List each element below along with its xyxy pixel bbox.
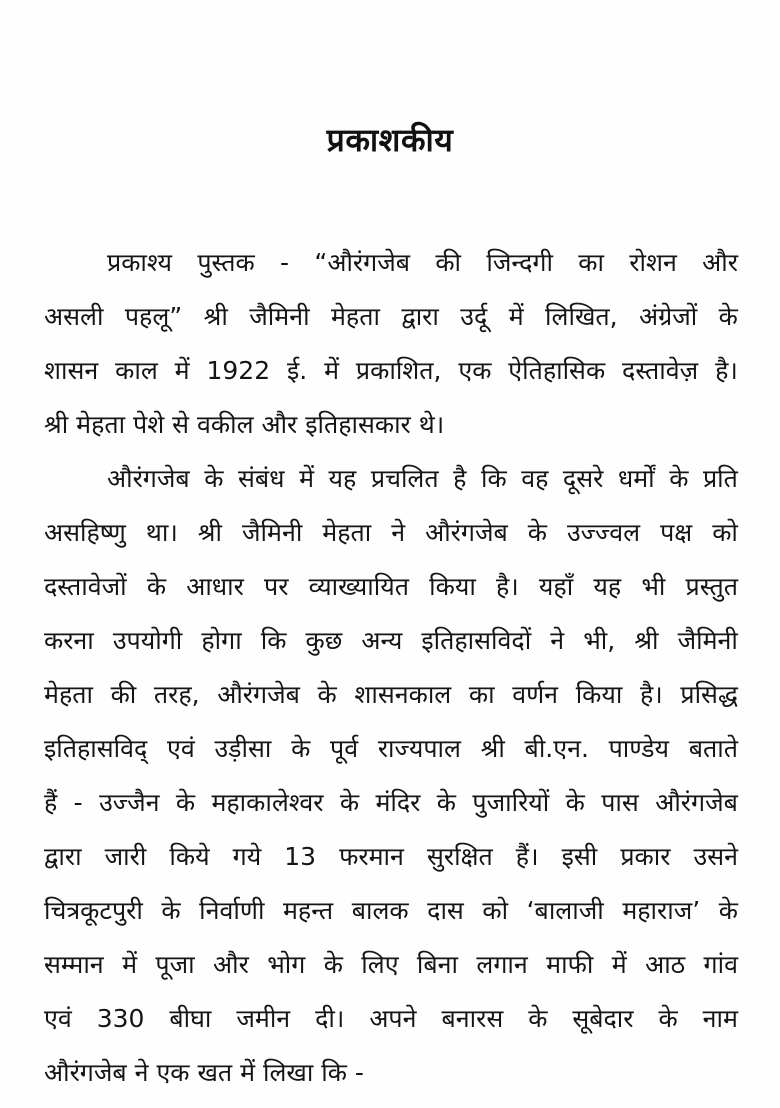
word: मेहता — [330, 302, 380, 331]
word: उज्ज्वल — [566, 518, 641, 547]
word: शासनकाल — [354, 680, 452, 709]
word: नाम — [702, 1004, 738, 1033]
word: लिखित, — [545, 302, 618, 331]
text-line — [44, 290, 738, 344]
word: 330 — [96, 1004, 145, 1033]
text-line — [44, 668, 738, 722]
word: यह — [328, 464, 357, 493]
word: ऐतिहासिक — [508, 356, 606, 385]
word: गये — [232, 842, 262, 871]
word: पाण्डेय — [608, 734, 670, 763]
word: काल — [115, 356, 158, 385]
word: में — [611, 950, 627, 979]
word: दी। — [315, 1004, 345, 1033]
word: के — [436, 788, 456, 817]
word: के — [528, 1004, 548, 1033]
word: श्री — [480, 734, 505, 763]
word: द्वारा — [401, 302, 439, 331]
word: लगान — [476, 950, 528, 979]
text-line — [44, 236, 738, 290]
word: और — [213, 950, 249, 979]
word: उपयोगी — [112, 626, 183, 655]
word: दस्तावेजों — [44, 572, 127, 601]
word: प्रस्तुत — [685, 572, 738, 601]
word: कुछ — [305, 626, 343, 655]
word: दूसरे — [562, 464, 604, 493]
word: के — [317, 680, 337, 709]
word: इसी — [561, 842, 598, 871]
word: आठ — [645, 950, 686, 979]
word: ने — [550, 626, 565, 655]
word: एवं — [167, 734, 195, 763]
word: था। — [145, 518, 178, 547]
word: बिना — [416, 950, 459, 979]
word: में — [299, 464, 315, 493]
word: असली — [44, 302, 104, 331]
text-line — [44, 506, 738, 560]
word: है — [453, 464, 467, 493]
word: तरह, — [153, 680, 200, 709]
text-line — [44, 992, 738, 1046]
word: में — [324, 356, 340, 385]
word: के — [527, 518, 547, 547]
word: वह — [521, 464, 549, 493]
word: के — [291, 734, 311, 763]
word: प्रति — [702, 464, 738, 493]
word: प्रकाशित, — [355, 356, 442, 385]
word: पुजारियों — [472, 788, 550, 817]
word: के — [565, 788, 585, 817]
word: पहलू” — [124, 302, 183, 331]
word: औरंगजेब — [655, 788, 738, 817]
word: महाराज’ — [622, 896, 701, 925]
word: में — [174, 356, 190, 385]
word: उर्दू — [460, 302, 488, 331]
word: भी, — [583, 626, 616, 655]
word: का — [578, 248, 604, 277]
word: होगा — [201, 626, 242, 655]
word: धर्मों — [617, 464, 655, 493]
word: दास — [427, 896, 464, 925]
word: 1922 — [206, 356, 271, 385]
word: अंग्रेजों — [639, 302, 698, 331]
word: आधार — [186, 572, 244, 601]
word: चित्रकूटपुरी — [44, 896, 143, 925]
word: के — [204, 464, 224, 493]
word: को — [712, 518, 738, 547]
word: पूर्व — [330, 734, 359, 763]
word: पक्ष — [660, 518, 693, 547]
word: “औरंगजेब — [314, 248, 411, 277]
word: ने — [391, 518, 406, 547]
word: औरंगजेब — [425, 518, 508, 547]
word: के — [718, 302, 738, 331]
word: शासन — [44, 356, 99, 385]
word: एक — [458, 356, 492, 385]
word: अपने — [369, 1004, 417, 1033]
word: जैमिनी — [249, 302, 310, 331]
word: है। — [639, 680, 663, 709]
word: हैं। — [515, 842, 539, 871]
word: मेहता — [44, 680, 93, 709]
word: बी.एन. — [524, 734, 589, 763]
word: के — [146, 572, 167, 601]
text-line — [44, 614, 738, 668]
word: पास — [601, 788, 639, 817]
text-line — [44, 344, 738, 398]
word: भोग — [267, 950, 306, 979]
text-line — [44, 938, 738, 992]
word: प्रकाश्य — [107, 248, 173, 277]
word: और — [702, 248, 738, 277]
word: किया — [575, 680, 623, 709]
word: यहाँ — [538, 572, 574, 601]
word: करना — [44, 626, 94, 655]
word: औरंगजेब — [217, 680, 300, 709]
word: द्वारा — [44, 842, 82, 871]
word: ई. — [286, 356, 308, 385]
text-line: श्री मेहता पेशे से वकील और इतिहासकार थे। — [44, 410, 445, 439]
word: बनारस — [441, 1004, 504, 1033]
paragraph — [44, 236, 738, 452]
word: सुरक्षित — [426, 842, 493, 871]
word: इतिहासविदों — [421, 626, 532, 655]
word: जैमिनी — [677, 626, 738, 655]
word: बताते — [688, 734, 738, 763]
word: भी — [641, 572, 666, 601]
word: है। — [495, 572, 519, 601]
word: श्री — [203, 302, 228, 331]
word: उड़ीसा — [214, 734, 272, 763]
word: अन्य — [361, 626, 403, 655]
word: राज्यपाल — [377, 734, 461, 763]
word: जमीन — [236, 1004, 291, 1033]
word: व्याख्यायित — [308, 572, 409, 601]
word: 13 — [284, 842, 317, 871]
word: कि — [260, 626, 287, 655]
word: श्री — [634, 626, 659, 655]
word: के — [175, 788, 196, 817]
text-line — [44, 830, 738, 884]
word: के — [658, 1004, 678, 1033]
word: में — [122, 950, 138, 979]
word: मेहता — [322, 518, 372, 547]
word: श्री — [197, 518, 222, 547]
word: प्रचलित — [370, 464, 439, 493]
word: पुस्तक — [197, 248, 255, 277]
word: - — [280, 248, 290, 277]
word: कि — [480, 464, 507, 493]
word: वर्णन — [512, 680, 559, 709]
word: - — [73, 788, 83, 817]
text-line — [44, 560, 738, 614]
word: असहिष्णु — [44, 518, 126, 547]
word: को — [482, 896, 509, 925]
word: गांव — [703, 950, 738, 979]
word: पूजा — [155, 950, 195, 979]
word: संबंध — [237, 464, 285, 493]
word: दस्तावेज़ — [622, 356, 699, 385]
word: का — [468, 680, 495, 709]
word: के — [323, 950, 343, 979]
word: महन्त — [282, 896, 334, 925]
word: जैमिनी — [241, 518, 303, 547]
word: मंदिर — [375, 788, 421, 817]
word: एवं — [44, 1004, 72, 1033]
word: किये — [169, 842, 210, 871]
word: प्रकार — [620, 842, 671, 871]
word: यह — [593, 572, 622, 601]
word: प्रसिद्ध — [680, 680, 738, 709]
word: इतिहासविद् — [44, 734, 148, 763]
word: रोशन — [629, 248, 677, 277]
word: की — [110, 680, 137, 709]
word: सूबेदार — [572, 1004, 634, 1033]
word: हैं — [44, 788, 58, 817]
page-title: प्रकाशकीय — [326, 121, 454, 159]
word: के — [718, 896, 738, 925]
body-text — [44, 236, 738, 1100]
text-line — [44, 722, 738, 776]
word: जारी — [104, 842, 147, 871]
word: किया — [429, 572, 476, 601]
text-line — [44, 776, 738, 830]
word: के — [669, 464, 689, 493]
word: फरमान — [339, 842, 404, 871]
text-line: औरंगजेब ने एक खत में लिखा कि - — [44, 1058, 364, 1087]
text-line — [44, 452, 738, 506]
word: औरंगजेब — [107, 464, 190, 493]
word: निर्वाणी — [199, 896, 265, 925]
word: है। — [715, 356, 738, 385]
word: ‘बालाजी — [526, 896, 604, 925]
word: लिए — [361, 950, 399, 979]
word: बीघा — [169, 1004, 212, 1033]
word: सम्मान — [44, 950, 104, 979]
word: पर — [264, 572, 289, 601]
word: जिन्दगी — [486, 248, 553, 277]
text-line — [44, 884, 738, 938]
paragraph — [44, 452, 738, 1100]
word: बालक — [351, 896, 409, 925]
word: में — [508, 302, 524, 331]
word: उसने — [693, 842, 738, 871]
word: के — [161, 896, 181, 925]
word: उज्जैन — [99, 788, 160, 817]
word: माफी — [546, 950, 594, 979]
word: के — [339, 788, 360, 817]
word: की — [435, 248, 462, 277]
word: महाकालेश्वर — [211, 788, 324, 817]
